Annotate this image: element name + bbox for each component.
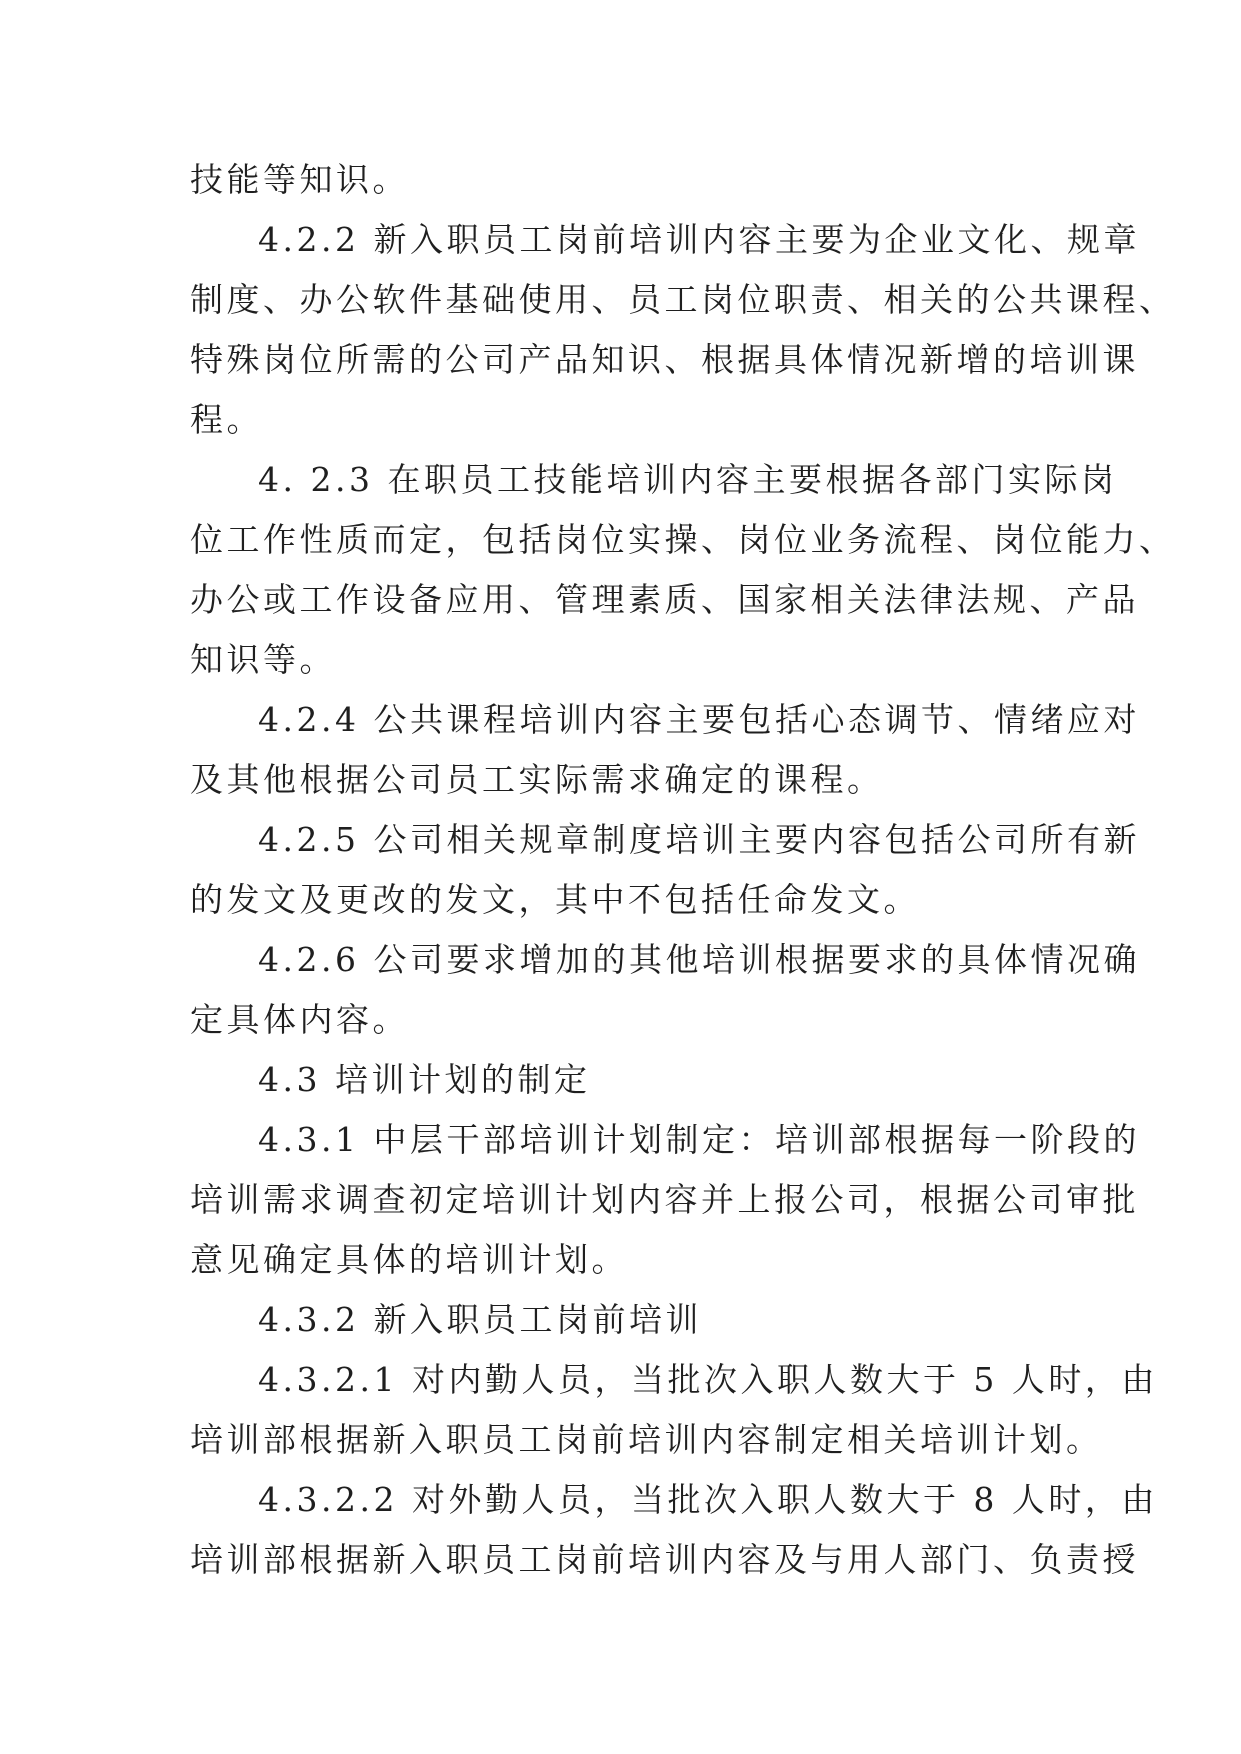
text-line: 4.2.6 公司要求增加的其他培训根据要求的具体情况确 xyxy=(258,940,1140,979)
text-line: 及其他根据公司员工实际需求确定的课程。 xyxy=(190,760,884,799)
text-line: 知识等。 xyxy=(190,640,336,679)
paragraph-4-2-5 xyxy=(190,810,1140,930)
text-line: 4.2.5 公司相关规章制度培训主要内容包括公司所有新 xyxy=(258,820,1140,859)
section-heading: 4.3 培训计划的制定 xyxy=(258,1060,591,1099)
paragraph-4-2-2 xyxy=(190,210,1176,450)
text-line: 4.3.2.1 对内勤人员，当批次入职人数大于 5 人时，由 xyxy=(258,1360,1158,1399)
paragraph-4-2-4 xyxy=(190,690,1140,810)
document-page xyxy=(190,150,1176,1590)
text-line: 培训部根据新入职员工岗前培训内容及与用人部门、负责授 xyxy=(190,1540,1139,1579)
paragraph-4-3-2-1 xyxy=(190,1350,1158,1470)
text-line: 培训需求调查初定培训计划内容并上报公司，根据公司审批 xyxy=(190,1180,1139,1219)
text-line: 技能等知识。 xyxy=(190,160,409,199)
text-line: 4.2.4 公共课程培训内容主要包括心态调节、情绪应对 xyxy=(258,700,1140,739)
text-line: 4.2.2 新入职员工岗前培训内容主要为企业文化、规章 xyxy=(258,220,1140,259)
paragraph-4-3-2-2 xyxy=(190,1470,1158,1590)
paragraph-4-3-1 xyxy=(190,1110,1140,1290)
section-heading-4-3 xyxy=(190,1050,1050,1110)
text-line: 办公或工作设备应用、管理素质、国家相关法律法规、产品 xyxy=(190,580,1139,619)
text-line: 4. 2.3 在职员工技能培训内容主要根据各部门实际岗 xyxy=(258,460,1118,499)
text-line: 制度、办公软件基础使用、员工岗位职责、相关的公共课程、 xyxy=(190,280,1176,319)
text-line: 4.3.2.2 对外勤人员，当批次入职人数大于 8 人时，由 xyxy=(258,1480,1158,1519)
text-line: 培训部根据新入职员工岗前培训内容制定相关培训计划。 xyxy=(190,1420,1103,1459)
text-line: 特殊岗位所需的公司产品知识、根据具体情况新增的培训课 xyxy=(190,340,1139,379)
paragraph-4-2-6 xyxy=(190,930,1140,1050)
subsection-heading: 4.3.2 新入职员工岗前培训 xyxy=(258,1300,702,1339)
text-line: 定具体内容。 xyxy=(190,1000,409,1039)
text-line: 的发文及更改的发文，其中不包括任命发文。 xyxy=(190,880,920,919)
text-line: 意见确定具体的培训计划。 xyxy=(190,1240,628,1279)
text-line: 位工作性质而定，包括岗位实操、岗位业务流程、岗位能力、 xyxy=(190,520,1176,559)
paragraph-continuation xyxy=(190,150,1050,210)
subheading-4-3-2 xyxy=(190,1290,1050,1350)
text-line: 4.3.1 中层干部培训计划制定：培训部根据每一阶段的 xyxy=(258,1120,1140,1159)
text-line: 程。 xyxy=(190,400,263,439)
paragraph-4-2-3 xyxy=(190,450,1176,690)
